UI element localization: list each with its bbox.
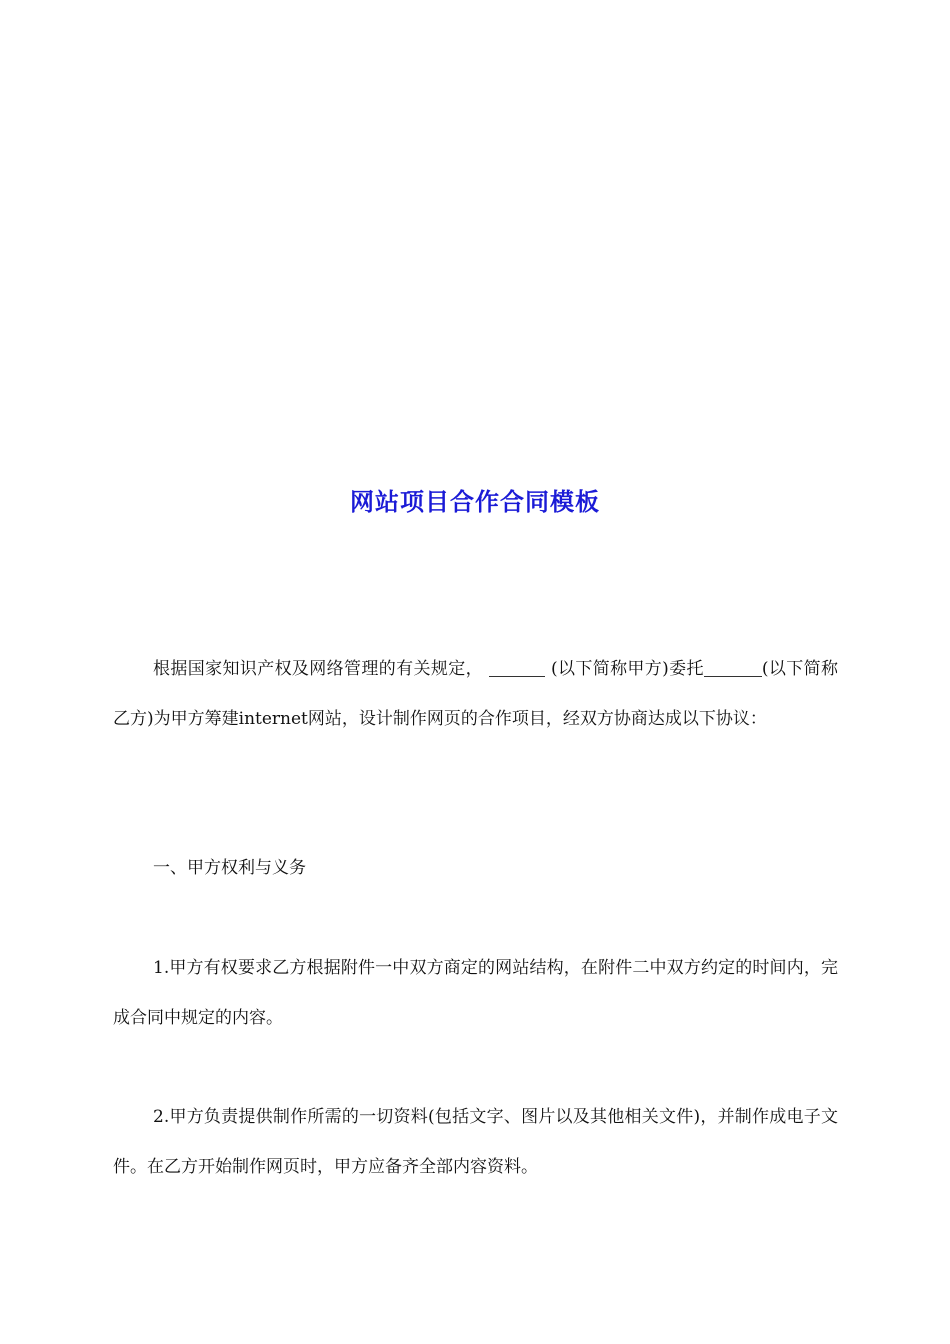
- intro-text-part2: (以下简称甲方)委托: [550, 659, 704, 679]
- intro-text-part3: (以下简称乙方)为甲方筹建internet网站，设计制作网页的合作项目，经双方协商达成以下协议：: [113, 659, 839, 729]
- intro-text-part1: 根据国家知识产权及网络管理的有关规定，: [153, 659, 483, 679]
- clause-2: 2.甲方负责提供制作所需的一切资料(包括文字、图片以及其他相关文件)，并制作成电子文件。在乙方开始制作网页时，甲方应备齐全部内容资料。: [113, 1107, 838, 1177]
- intro-paragraph: [113, 644, 838, 744]
- party-b-blank: [704, 659, 762, 677]
- document-title: 网站项目合作合同模板: [350, 488, 600, 516]
- party-a-blank: [489, 659, 545, 677]
- clause-1: 1.甲方有权要求乙方根据附件一中双方商定的网站结构，在附件二中双方约定的时间内，完成合同中规定的内容。: [113, 958, 838, 1028]
- section-heading: 一、甲方权利与义务: [153, 858, 306, 878]
